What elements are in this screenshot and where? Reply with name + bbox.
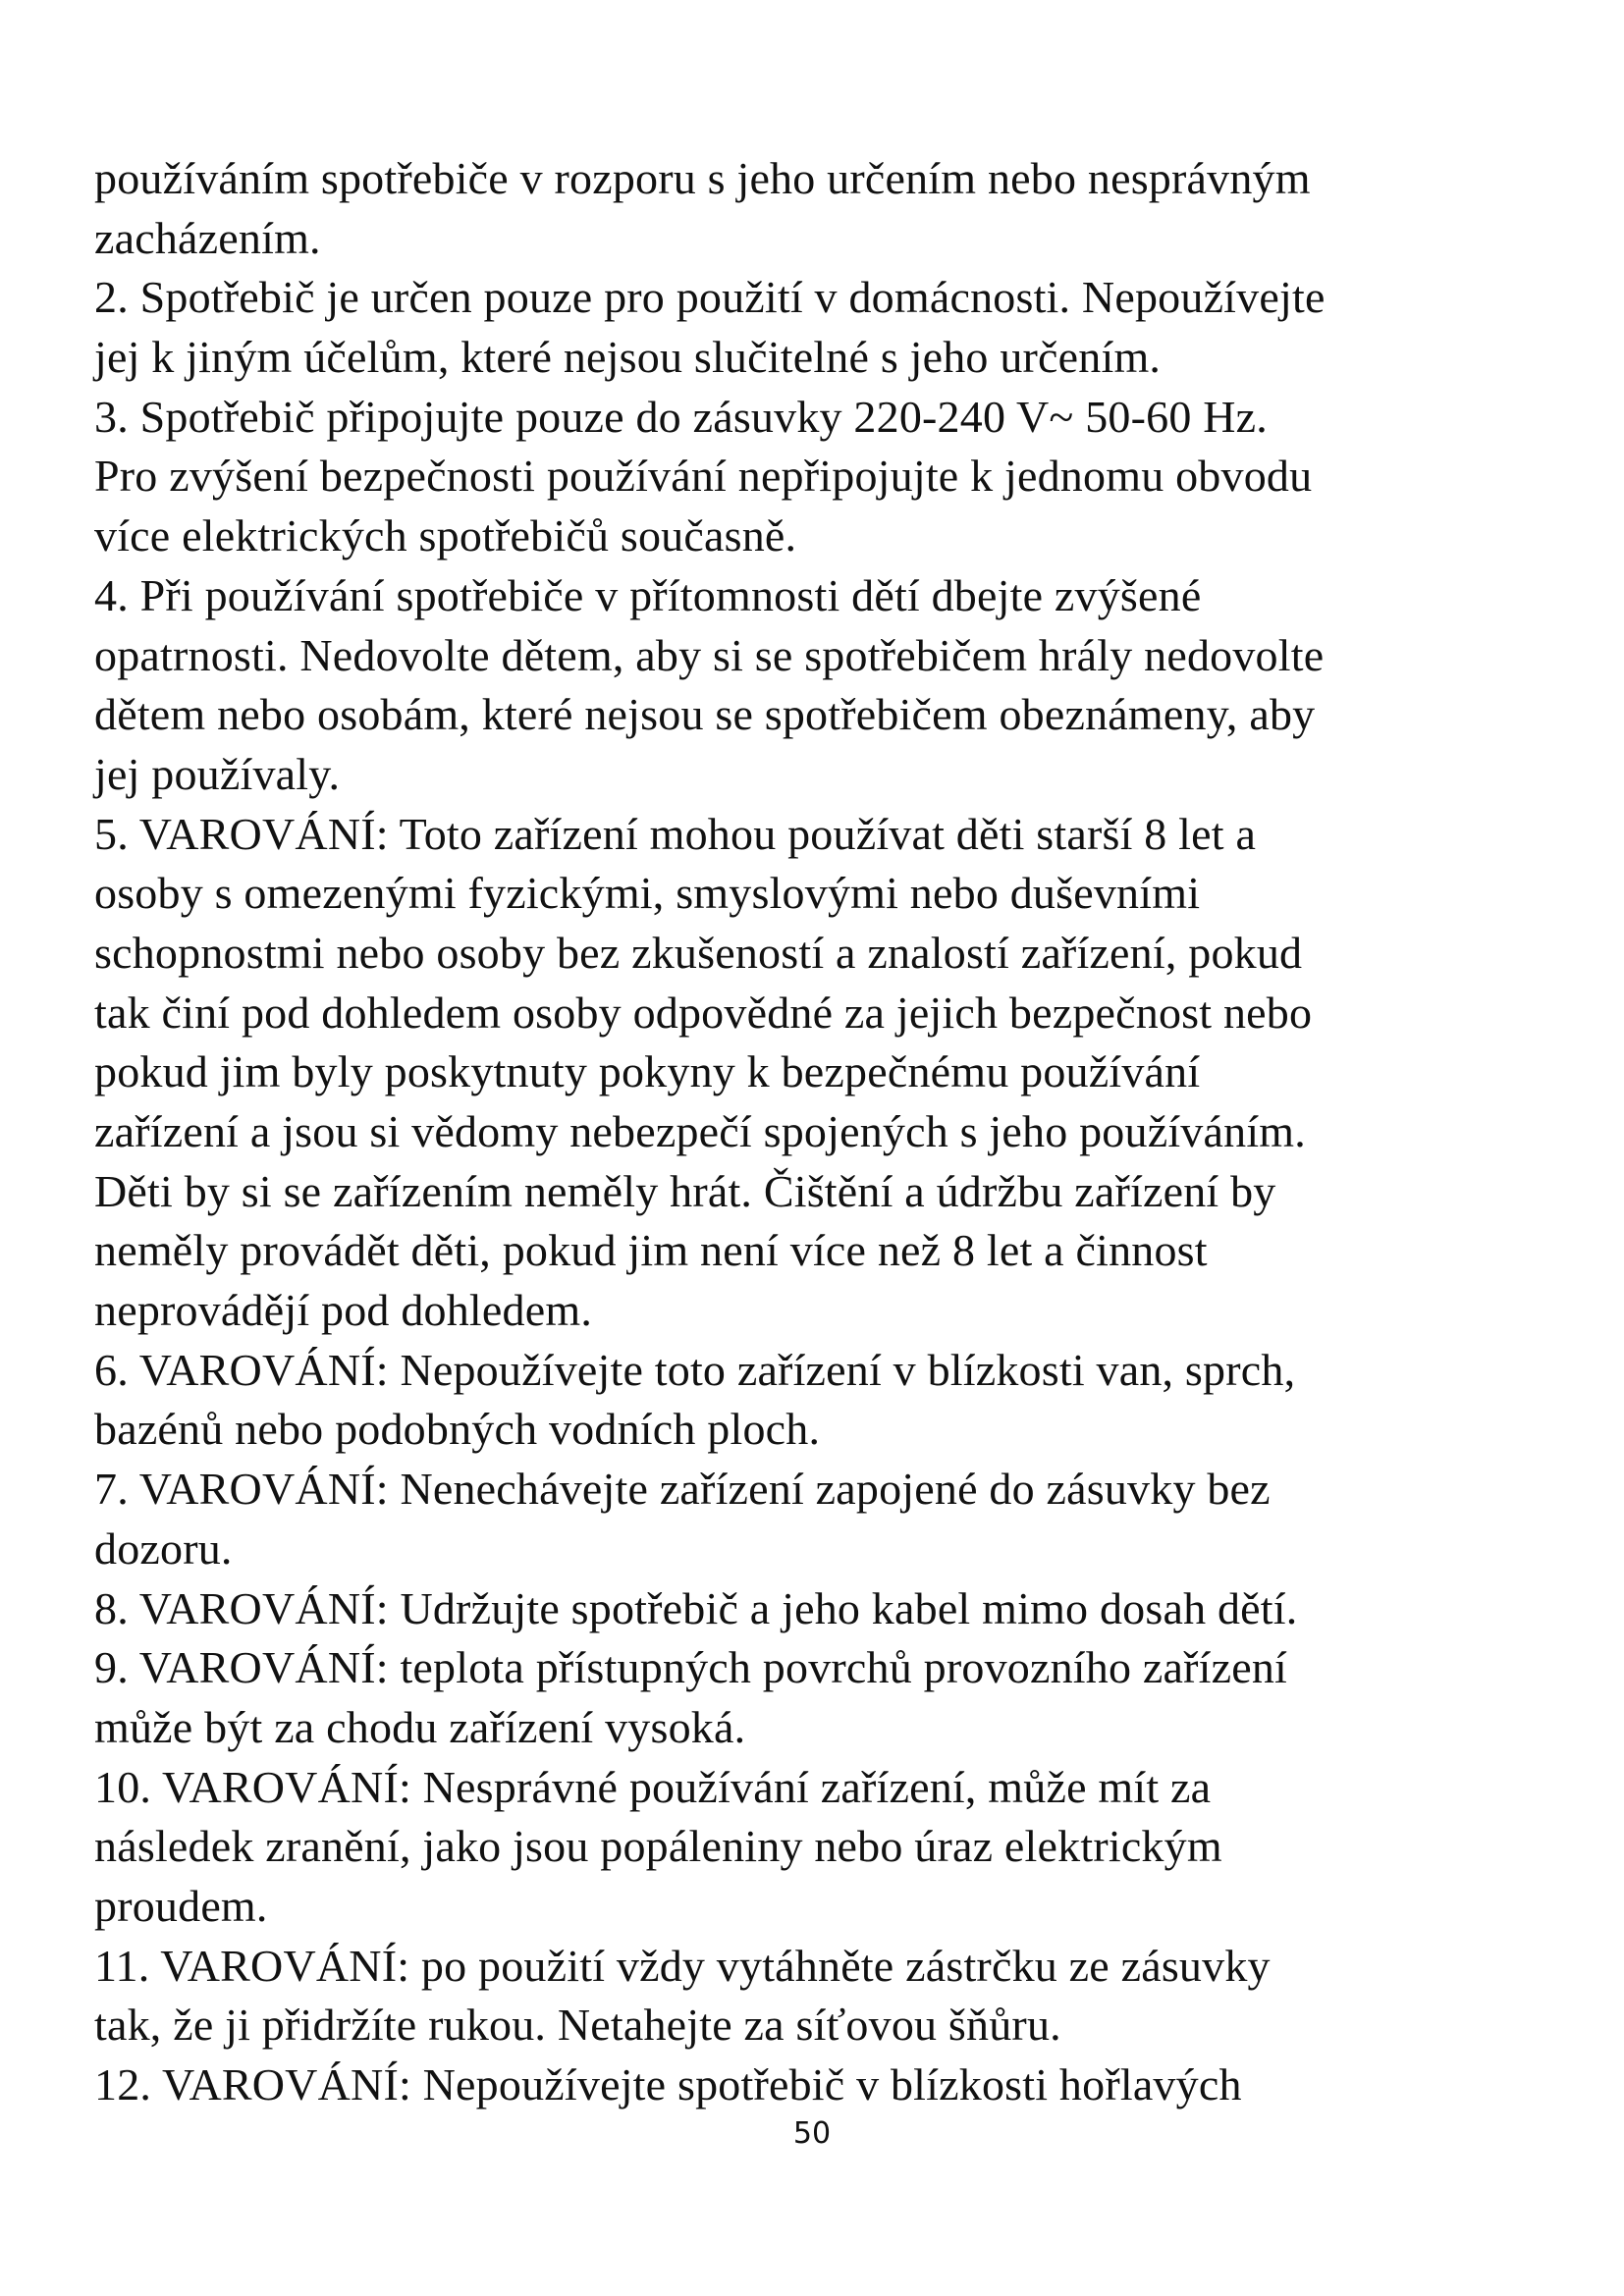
text-line: více elektrických spotřebičů současně. bbox=[94, 510, 797, 561]
text-line: jej k jiným účelům, které nejsou slučitelné s jeho určením. bbox=[94, 332, 1162, 383]
text-line: zařízení a jsou si vědomy nebezpečí spojených s jeho používáním. bbox=[94, 1106, 1306, 1156]
text-line: neměly provádět děti, pokud jim není více než 8 let a činnost bbox=[94, 1225, 1208, 1276]
text-line: Pro zvýšení bezpečnosti používání nepřipojujte k jednomu obvodu bbox=[94, 451, 1313, 502]
text-line: 11. VAROVÁNÍ: po použití vždy vytáhněte zástrčku ze zásuvky bbox=[94, 1940, 1271, 1991]
text-line: 10. VAROVÁNÍ: Nesprávné používání zařízení, může mít za bbox=[94, 1761, 1212, 1812]
text-line: 6. VAROVÁNÍ: Nepoužívejte toto zařízení v blízkosti van, sprch, bbox=[94, 1344, 1296, 1395]
text-line: osoby s omezenými fyzickými, smyslovými nebo duševními bbox=[94, 868, 1201, 919]
text-line: schopnostmi nebo osoby bez zkušeností a znalostí zařízení, pokud bbox=[94, 927, 1303, 978]
text-line: dozoru. bbox=[94, 1522, 233, 1574]
text-line: dětem nebo osobám, které nejsou se spotřebičem obeznámeny, aby bbox=[94, 689, 1316, 740]
body-text bbox=[94, 149, 1547, 2115]
text-line: bazénů nebo podobných vodních ploch. bbox=[94, 1404, 821, 1455]
text-line: může být za chodu zařízení vysoká. bbox=[94, 1701, 746, 1752]
text-line: tak činí pod dohledem osoby odpovědné za jejich bezpečnost nebo bbox=[94, 987, 1313, 1038]
text-line: 8. VAROVÁNÍ: Udržujte spotřebič a jeho kabel mimo dosah dětí. bbox=[94, 1582, 1298, 1633]
text-line: Děti by si se zařízením neměly hrát. Čištění a údržbu zařízení by bbox=[94, 1165, 1276, 1216]
text-line: 4. Při používání spotřebiče v přítomnosti dětí dbejte zvýšené bbox=[94, 569, 1202, 620]
text-line: 5. VAROVÁNÍ: Toto zařízení mohou používat děti starší 8 let a bbox=[94, 808, 1257, 859]
text-line: pokud jim byly poskytnuty pokyny k bezpečnému používání bbox=[94, 1046, 1201, 1097]
text-line: 7. VAROVÁNÍ: Nenechávejte zařízení zapojené do zásuvky bez bbox=[94, 1464, 1271, 1515]
text-line: tak, že ji přidržíte rukou. Netahejte za síťovou šňůru. bbox=[94, 2000, 1061, 2051]
text-line: jej používaly. bbox=[94, 748, 341, 799]
text-line: zacházením. bbox=[94, 212, 321, 263]
text-line: 9. VAROVÁNÍ: teplota přístupných povrchů provozního zařízení bbox=[94, 1642, 1288, 1693]
text-line: 12. VAROVÁNÍ: Nepoužívejte spotřebič v blízkosti hořlavých bbox=[94, 2059, 1242, 2109]
text-line: 3. Spotřebič připojujte pouze do zásuvky 220-240 V~ 50-60 Hz. bbox=[94, 391, 1268, 442]
text-line: používáním spotřebiče v rozporu s jeho určením nebo nesprávným bbox=[94, 153, 1311, 203]
text-line: neprovádějí pod dohledem. bbox=[94, 1285, 593, 1336]
text-line: následek zranění, jako jsou popáleniny nebo úraz elektrickým bbox=[94, 1821, 1222, 1872]
text-line: 2. Spotřebič je určen pouze pro použití v domácnosti. Nepoužívejte bbox=[94, 272, 1326, 323]
text-line: proudem. bbox=[94, 1880, 268, 1931]
page-number: 50 bbox=[792, 2116, 832, 2151]
text-line: opatrnosti. Nedovolte dětem, aby si se spotřebičem hrály nedovolte bbox=[94, 629, 1325, 680]
